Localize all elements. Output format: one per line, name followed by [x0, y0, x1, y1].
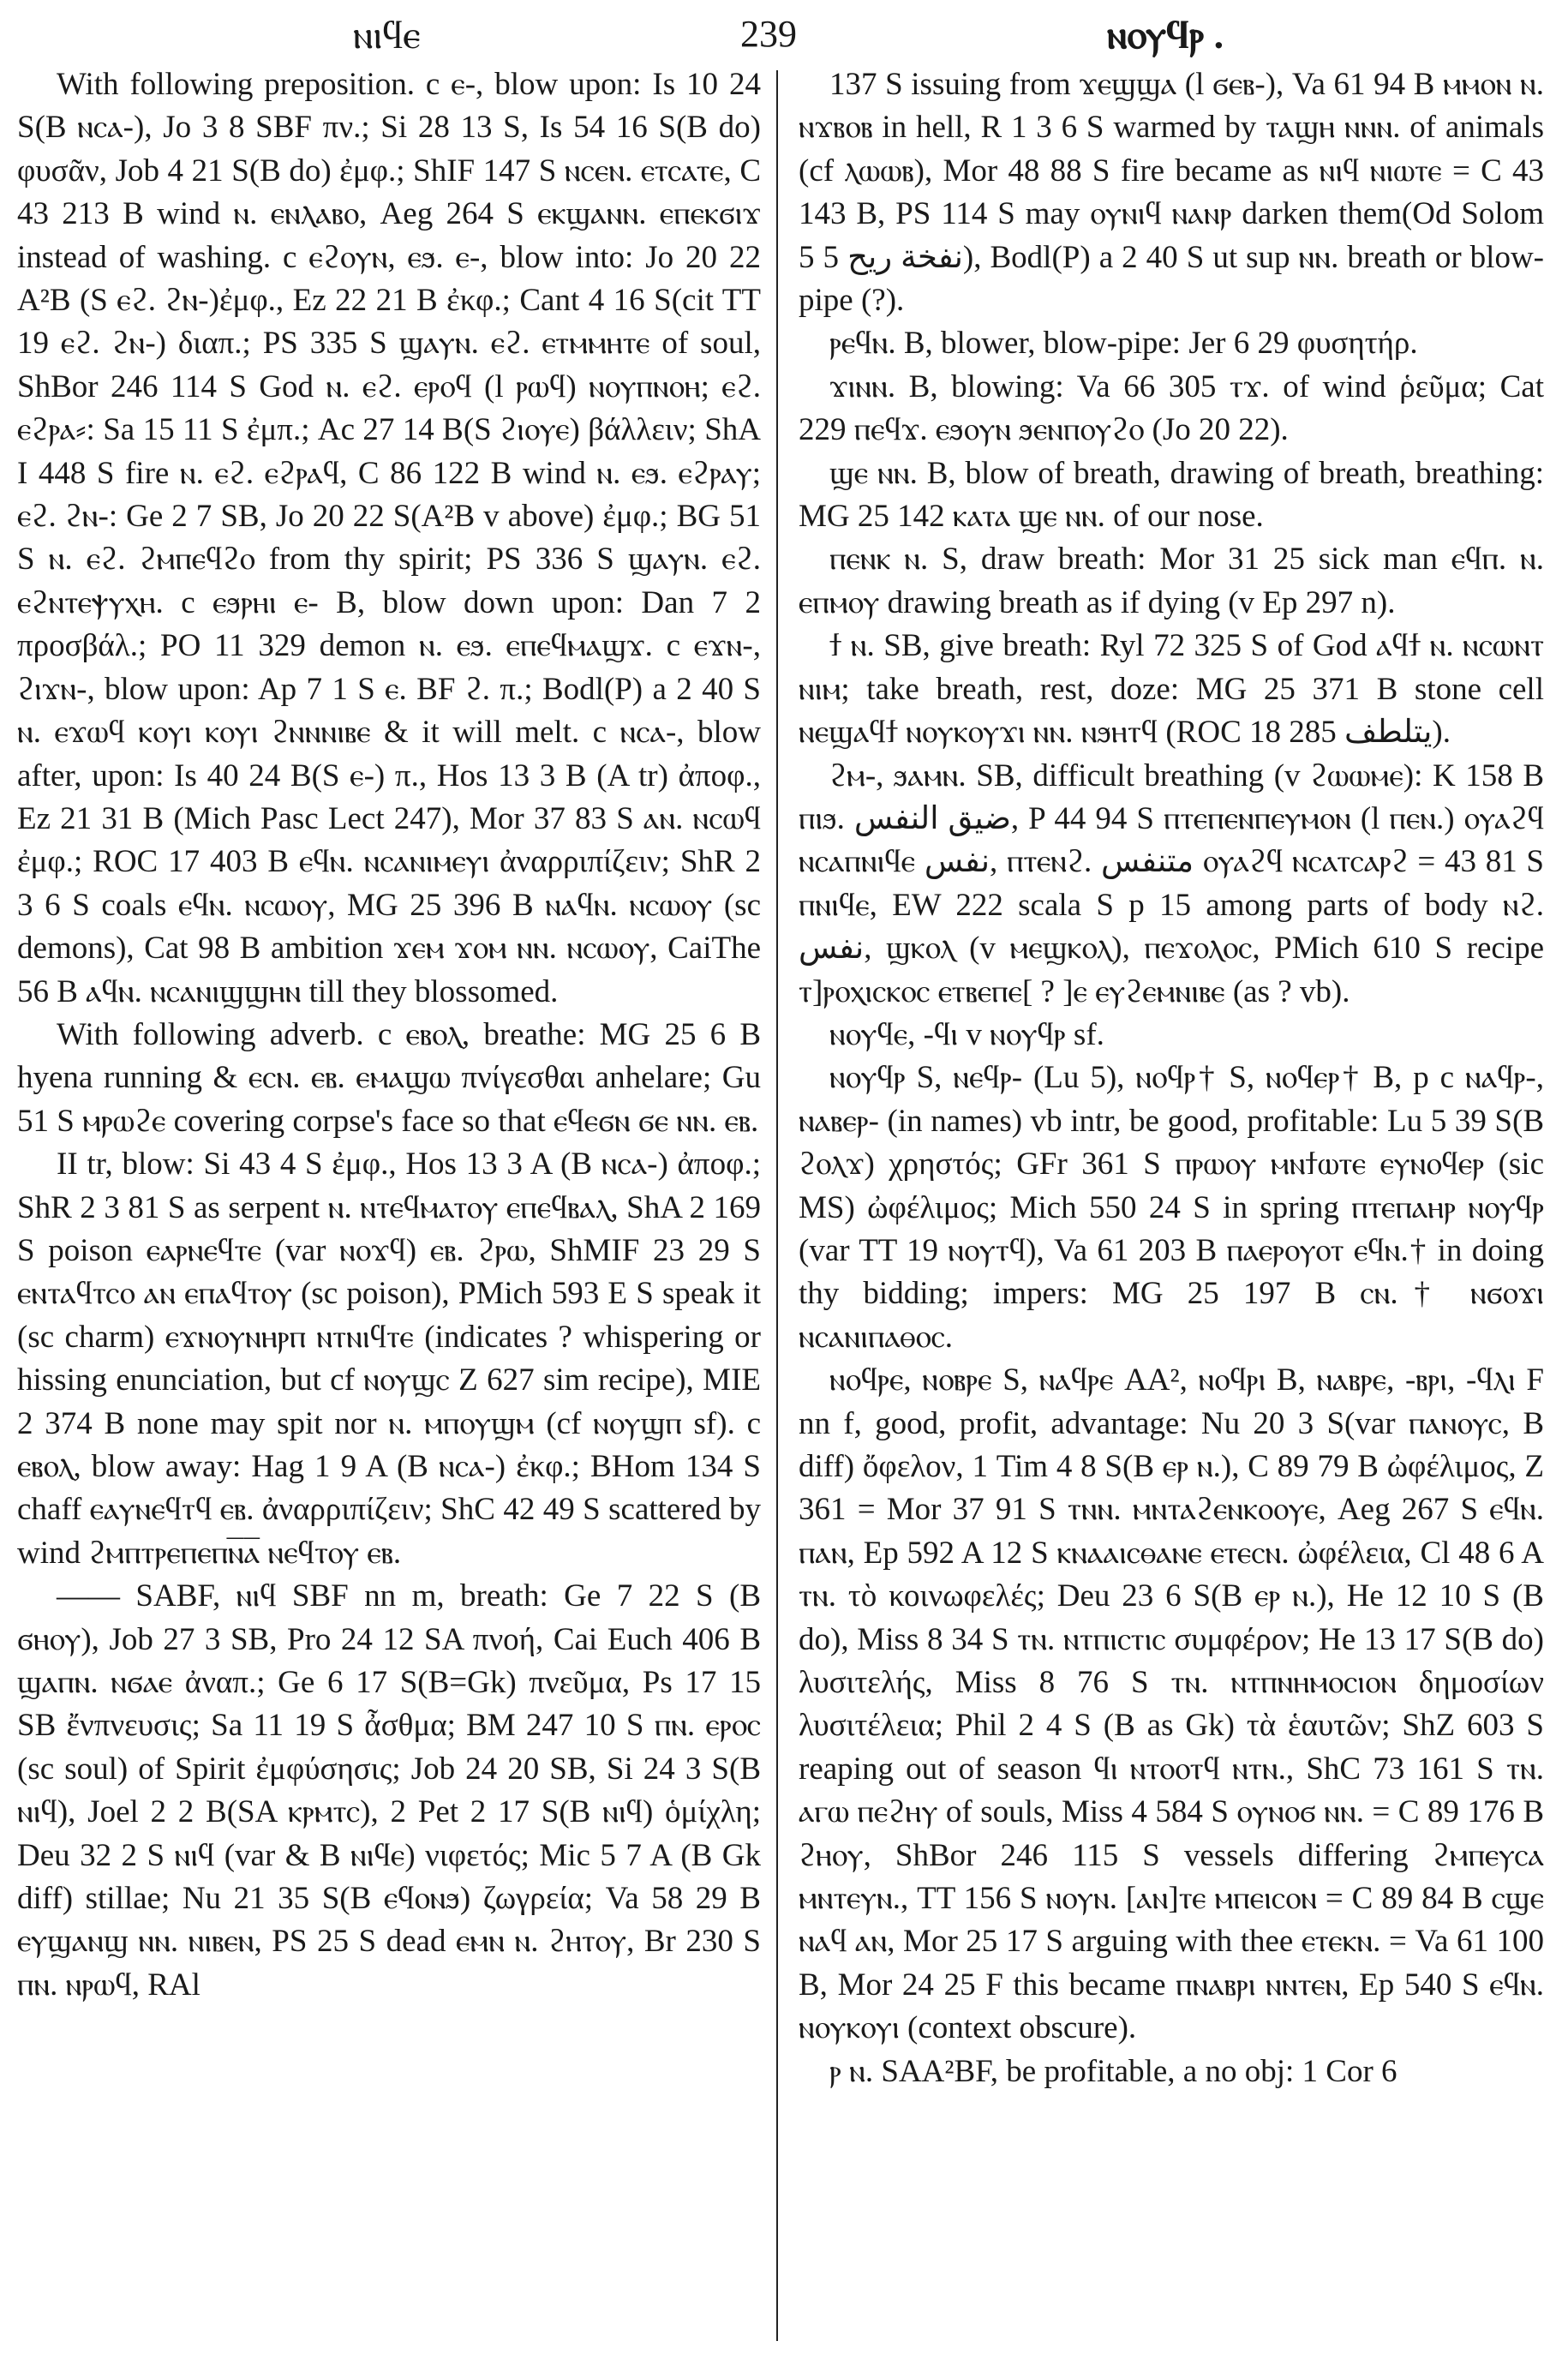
entry-paragraph: ⲛⲟϥⲣⲉ, ⲛⲟⲃⲣⲉ S, ⲛⲁϥⲣⲉ AA², ⲛⲟϥⲣⲓ B, ⲛⲁⲃⲣⲉ, -ⲃⲣⲓ, -ϥⲗⲓ F nn f, good, profit, advantage: Nu 20 3 S(var ⲡⲁⲛⲟⲩⲥ, B diff) ὄφελον, 1 Tim 4 8 S(B ⲉⲣ ⲛ.), C 89 79 B ὠφέλιμος, Z 361 = Mor 37 91 S ⲧⲛⲛ. ⲙⲛⲧⲁϩⲉⲛⲕⲟⲟⲩⲉ, Aeg 267 S ⲉϥⲛ. ⲡⲁⲛ, Ep 592 A 12 S ⲕⲛⲁⲁⲓⲥⲑⲁⲛⲉ ⲉⲧⲉⲥⲛ. ὠφέλεια, Cl 48 6 A ⲧⲛ. τὸ κοινωφελές; Deu 23 6 S(B ⲉⲣ ⲛ.), He 12 10 S (B do), Miss 8 34 S ⲧⲛ. ⲛⲧⲡⲓⲥⲧⲓⲥ συμφέρον; He 13 17 S(B do) λυσιτελής, Miss 8 76 S ⲧⲛ. ⲛⲧⲡⲛⲏⲙⲟⲥⲓⲟⲛ δημοσίων λυσιτέλεια; Phil 2 4 S (B as Gk) τὰ ἑαυτῶν; ShZ 603 S reaping out of season ϥⲓ ⲛⲧⲟⲟⲧϥ ⲛⲧⲛ., ShC 73 161 S ⲧⲛ. ⲁⲅⲱ ⲡⲉϩⲏⲩ of souls, Miss 4 584 S ⲟⲩⲛⲟϭ ⲛⲛ. = C 89 176 B ϩⲏⲟⲩ, ShBor 246 115 S vessels differing ϩⲙⲡⲉⲩⲥⲁ ⲙⲛⲧⲉⲩⲛ., TT 156 S ⲛⲟⲩⲛ. [ⲁⲛ]ⲧⲉ ⲙⲡⲉⲓⲥⲟⲛ = C 89 84 B ⲥϣⲉ ⲛⲁϥ ⲁⲛ, Mor 25 17 S arguing with thee ⲉⲧⲉⲕⲛ. = Va 61 100 B, Mor 24 25 F this became ⲡⲛⲁⲃⲣⲓ ⲛⲛⲧⲉⲛ, Ep 540 S ⲉϥⲛ. ⲛⲟⲩⲕⲟⲩⲓ (context obscure).: [799, 1362, 1544, 2046]
column-divider: [776, 70, 778, 2341]
entry-paragraph: ϯ ⲛ. SB, give breath: Ryl 72 325 S of God ⲁϥϯ ⲛ. ⲛⲥⲱⲛⲧ ⲛⲓⲙ; take breath, rest, doze: MG 25 371 B stone cell ⲛⲉϣⲁϥϯ ⲛⲟⲩⲕⲟⲩϫⲓ ⲛⲛ. ⲛϧⲏⲧϥ (ROC 18 285 ﻳﺘﻠﻄﻒ).: [799, 628, 1544, 751]
entry-paragraph: ϫⲓⲛⲛ. B, blowing: Va 66 305 ⲧϫ. of wind ῥεῦμα; Cat 229 ⲡⲉϥϫ. ⲉϧⲟⲩⲛ ϧⲉⲛⲡⲟⲩϩⲟ (Jo 20 22).: [799, 368, 1544, 448]
entry-headword: ⲛⲟⲩϥⲉ, -ϥⲓ v ⲛⲟⲩϥⲣ sf.: [829, 1016, 1104, 1052]
entry-headword: ⲛⲟⲩϥⲣ S, ⲛⲉϥⲣ- (Lu 5), ⲛⲟϥⲣ† S, ⲛⲟϥⲉⲣ† B, p c ⲛⲁϥⲣ-, ⲛⲁⲃⲉⲣ- (in names) vb intr, be good, profitable: Lu 5 39 S(B ϩⲟⲗϫ) χρηστός; GFr 361 S ⲡⲣⲱⲟⲩ ⲙⲛϯⲱⲧⲉ ⲉⲩⲛⲟϥⲉⲣ (sic MS) ὠφέλιμος; Mich 550 24 S in spring ⲡⲧⲉⲡⲁⲏⲣ ⲛⲟⲩϥⲣ (var TT 19 ⲛⲟⲩⲧϥ), Va 61 203 B ⲡⲁⲉⲣⲟⲩⲟⲧ ⲉϥⲛ.† in doing thy bidding; impers: MG 25 197 B ⲥⲛ.† ⲛϭⲟϫⲓ ⲛⲥⲁⲛⲓⲡⲁⲑⲟⲥ.: [799, 1060, 1544, 1355]
page-number: 239: [740, 13, 797, 55]
entry-paragraph: ϩⲙ-, ϧⲁⲙⲛ. SB, difficult breathing (v ϩⲱⲱⲙⲉ): K 158 B ⲡⲓϧ. ﺿﻴﻖ ﺍﻟﻨﻔﺲ, P 44 94 S ⲡⲧⲉⲡⲉⲛⲡⲉⲩⲙⲟⲛ (l ⲡⲉⲛ.) ⲟⲩⲁϩϥ ⲛⲥⲁⲡⲛⲓϥⲉ ﻧﻔﺲ, ⲡⲧⲉⲛϩ. ﻣﺘﻨﻔﺲ ⲟⲩⲁϩϥ ⲛⲥⲁⲧⲥⲁⲣϩ = 43 81 S ⲡⲛⲓϥⲉ, EW 222 scala S p 15 among parts of body ⲛϩ. ﻧﻔﺲ, ϣⲕⲟⲗ (v ⲙⲉϣⲕⲟⲗ), ⲡⲉϫⲟⲗⲟⲥ, PMich 610 S recipe ⲧ]ⲣⲟⲭⲓⲥⲕⲟⲥ ⲉⲧⲃⲉⲡⲉ[ ? ]ⲉ ⲉⲩϩⲉⲙⲛⲓⲃⲉ (as ? vb).: [799, 757, 1544, 1009]
entry-paragraph: With following adverb. c ⲉⲃⲟⲗ, breathe: MG 25 6 B hyena running & ⲉⲥⲛ. ⲉⲃ. ⲉⲙⲁϣⲱ πνίγεσθαι anhelare; Gu 51 S ⲙⲣⲱϩⲉ covering corpse's face so that ⲉϥⲉϭⲛ ϭⲉ ⲛⲛ. ⲉⲃ.: [17, 1016, 761, 1139]
entry-paragraph: ⲣⲉϥⲛ. B, blower, blow-pipe: Jer 6 29 φυσητήρ.: [829, 326, 1418, 362]
header-left-word: ⲛⲓϥⲉ: [353, 13, 421, 57]
entry-paragraph: 137 S issuing from ϫⲉϣϣⲁ (l ϭⲉⲃ-), Va 61 94 B ⲙⲙⲟⲛ ⲛ. ⲛϫⲃⲟⲃ in hell, R 1 3 6 S warmed by ⲧⲁϣⲏ ⲛⲛⲛ. of animals (cf ⲗⲱⲱⲃ), Mor 48 88 S fire became as ⲛⲓϥ ⲛⲓⲱⲧⲉ = C 43 143 B, PS 114 S may ⲟⲩⲛⲓϥ ⲛⲁⲛⲣ darken them(Od Solom 5 5 ﻧﻔﺨﺔ ﺭﻳﺢ), Bodl(P) a 2 40 S ut sup ⲛⲛ. breath or blow-pipe (?).: [799, 67, 1544, 319]
entry-paragraph: II tr, blow: Si 43 4 S ἐμφ., Hos 13 3 A (B ⲛⲥⲁ-) ἀποφ.; ShR 2 3 81 S as serpent ⲛ. ⲛⲧⲉϥⲙⲁⲧⲟⲩ ⲉⲡⲉϥⲃⲁⲗ, ShA 2 169 S poison ⲉⲁⲣⲛⲉϥⲧⲉ (var ⲛⲟϫϥ) ⲉⲃ. ϩⲣⲱ, ShMIF 23 29 S ⲉⲛⲧⲁϥⲧⲥⲟ ⲁⲛ ⲉⲡⲁϥⲧⲟⲩ (sc poison), PMich 593 E S speak it (sc charm) ⲉϫⲛⲟⲩⲛⲏⲣⲡ ⲛⲧⲛⲓϥⲧⲉ (indicates ? whispering or hissing enunciation, but cf ⲛⲟⲩϣⲥ Z 627 sim recipe), MIE 2 374 B none may spit nor ⲛ. ⲙⲡⲟⲩϣⲙ (cf ⲛⲟⲩϣⲡ sf). c ⲉⲃⲟⲗ, blow away: Hag 1 9 A (B ⲛⲥⲁ-) ἐκφ.; BHom 134 S chaff ⲉⲁⲩⲛⲉϥⲧϥ ⲉⲃ. ἀναρριπίζειν; ShC 42 49 S scattered by wind ϩⲙⲡⲧⲣⲉⲡⲉⲡⲛ̅ⲁ̅ ⲛⲉϥⲧⲟⲩ ⲉⲃ.: [17, 1147, 761, 1571]
left-column: [17, 63, 761, 2007]
header-right-word: ⲛⲟⲩϥⲣ .: [1107, 13, 1224, 57]
right-column: [799, 63, 1544, 2093]
entry-paragraph: With following preposition. c ⲉ-, blow upon: Is 10 24 S(B ⲛⲥⲁ-), Jo 3 8 SBF πν.; Si 28 13 S, Is 54 16 S(B do) φυσᾶν, Job 4 21 S(B do) ἐμφ.; ShIF 147 S ⲛⲥⲉⲛ. ⲉⲧⲥⲁⲧⲉ, C 43 213 B wind ⲛ. ⲉⲛⲗⲁⲃⲟ, Aeg 264 S ⲉⲕϣⲁⲛⲛ. ⲉⲡⲉⲕϭⲓϫ instead of washing. c ⲉϩⲟⲩⲛ, ⲉϧ. ⲉ-, blow into: Jo 20 22 A²B (S ⲉϩ. ϩⲛ-)ἐμφ., Ez 22 21 B ἐκφ.; Cant 4 16 S(cit TT 19 ⲉϩ. ϩⲛ-) διαπ.; PS 335 S ϣⲁⲩⲛ. ⲉϩ. ⲉⲧⲙⲙⲏⲧⲉ of soul, ShBor 246 114 S God ⲛ. ⲉϩ. ⲉⲣⲟϥ (l ⲣⲱϥ) ⲛⲟⲩⲡⲛⲟⲏ; ⲉϩ. ⲉϩⲣⲁ⸗: Sa 15 11 S ἐμπ.; Ac 27 14 B(S ϩⲓⲟⲩⲉ) βάλλειν; ShA I 448 S fire ⲛ. ⲉϩ. ⲉϩⲣⲁϥ, C 86 122 B wind ⲛ. ⲉϧ. ⲉϩⲣⲁⲩ; ⲉϩ. ϩⲛ-: Ge 2 7 SB, Jo 20 22 S(A²B v above) ἐμφ.; BG 51 S ⲛ. ⲉϩ. ϩⲙⲡⲉϥϩⲟ from thy spirit; PS 336 S ϣⲁⲩⲛ. ⲉϩ. ⲉϩⲛⲧⲉⲯⲩⲭⲏ. c ⲉϧⲣⲏⲓ ⲉ- B, blow down upon: Dan 7 2 προσβάλ.; PO 11 329 demon ⲛ. ⲉϧ. ⲉⲡⲉϥⲙⲁϣϫ. c ⲉϫⲛ-, ϩⲓϫⲛ-, blow upon: Ap 7 1 S ⲉ. BF ϩ. π.; Bodl(P) a 2 40 S ⲛ. ⲉϫⲱϥ ⲕⲟⲩⲓ ⲕⲟⲩⲓ ϩⲛⲛⲛⲓⲃⲉ & it will melt. c ⲛⲥⲁ-, blow after, upon: Is 40 24 B(S ⲉ-) π., Hos 13 3 B (A tr) ἀποφ., Ez 21 31 B (Mich Pasc Lect 247), Mor 37 83 S ⲁⲛ. ⲛⲥⲱϥ ἐμφ.; ROC 17 403 B ⲉϥⲛ. ⲛⲥⲁⲛⲓⲙⲉⲩⲓ ἀναρριπίζειν; ShR 2 3 6 S coals ⲉϥⲛ. ⲛⲥⲱⲟⲩ, MG 25 396 B ⲛⲁϥⲛ. ⲛⲥⲱⲟⲩ (sc demons), Cat 98 B ambition ϫⲉⲙ ϫⲟⲙ ⲛⲛ. ⲛⲥⲱⲟⲩ, CaiThe 56 B ⲁϥⲛ. ⲛⲥⲁⲛⲓϣϣⲏⲛ till they blossomed.: [17, 67, 761, 1009]
entry-paragraph: ⲣ ⲛ. SAA²BF, be profitable, a no obj: 1 Cor 6: [829, 2053, 1397, 2089]
entry-paragraph: ⲡⲉⲛⲕ ⲛ. S, draw breath: Mor 31 25 sick man ⲉϥⲡ. ⲛ. ⲉⲡⲙⲟⲩ drawing breath as if dying (v Ep 297 n).: [799, 542, 1544, 620]
entry-paragraph: ϣⲉ ⲛⲛ. B, blow of breath, drawing of breath, breathing: MG 25 142 ⲕⲁⲧⲁ ϣⲉ ⲛⲛ. of our nose.: [799, 455, 1544, 535]
entry-paragraph: —— SABF, ⲛⲓϥ SBF nn m, breath: Ge 7 22 S (B ϭⲏⲟⲩ), Job 27 3 SB, Pro 24 12 SA πνοή, Cai Euch 406 B ϣⲁⲡⲛ. ⲛϭⲁⲉ ἀναπ.; Ge 6 17 S(B=Gk) πνεῦμα, Ps 17 15 SB ἔνπνευσις; Sa 11 19 S ἆσθμα; BM 247 10 S ⲡⲛ. ⲉⲣⲟⲥ (sc soul) of Spirit ἐμφύσησις; Job 24 20 SB, Si 24 3 S(B ⲛⲓϥ), Joel 2 2 B(SA ⲕⲣⲙⲧⲥ), 2 Pet 2 17 S(B ⲛⲓϥ) ὁμίχλη; Deu 32 2 S ⲛⲓϥ (var & B ⲛⲓϥⲉ) νιφετός; Mic 5 7 A (B Gk diff) stillae; Nu 21 35 S(B ⲉϥⲟⲛϧ) ζωγρεία; Va 58 29 B ⲉⲩϣⲁⲛϣ ⲛⲛ. ⲛⲓⲃⲉⲛ, PS 25 S dead ⲉⲙⲛ ⲛ. ϩⲏⲧⲟⲩ, Br 230 S ⲡⲛ. ⲛⲣⲱϥ, RAl: [17, 1578, 761, 2003]
